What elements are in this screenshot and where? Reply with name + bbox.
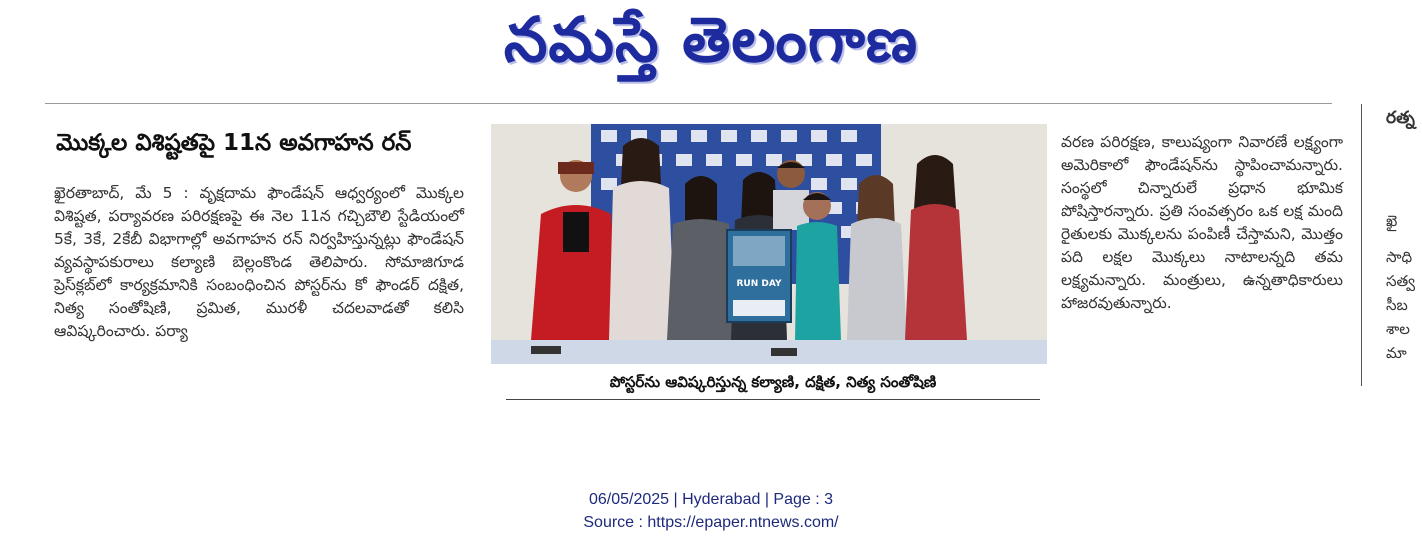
masthead [0,0,1422,80]
adjacent-article-fragment [1386,100,1422,390]
body-right-text: వరణ పరిరక్షణ, కాలుష్యంగా నివారణే లక్ష్యంగా అమెరికాలో ఫౌండేషన్‌ను స్థాపించామన్నారు. సంస్థలో చిన్నారులే ప్రధాన భూమిక పోషిస్తారన్నారు. ప్రతి సంవత్సరం ఒక లక్ష మంది రైతులకు మొక్కలను పంపిణీ చేస్తామని, మొత్తం పది లక్షల మొక్కలు నాటాలన్నది తమ లక్ష్యమన్నారు. మంత్రులు, ఉన్నతాధికారులు హాజరవుతున్నారు. [1061,133,1343,312]
source-link[interactable]: Source : https://epaper.ntnews.com/ [583,514,839,531]
adjacent-text-fragment: ఖై [1386,212,1398,230]
column-divider [1361,104,1362,386]
newspaper-logo: నమస్తే తెలంగాణ [503,3,919,76]
adjacent-headline-fragment: రత్న [1386,108,1415,128]
photo-caption: పోస్టర్‌ను ఆవిష్కరిస్తున్న కల్యాణి, దక్షిత, నిత్య సంతోషిణి [506,365,1040,400]
adjacent-text-fragment: మా [1386,344,1407,362]
adjacent-text-fragment: సత్వ [1386,272,1415,290]
adjacent-text-fragment: శాల [1386,320,1410,338]
adjacent-text-fragment: సీబ [1386,296,1408,314]
article-body-left [54,182,464,343]
poster-title: RUN DAY [736,279,782,289]
adjacent-text-fragment: సాధి [1386,248,1413,266]
article-photo [491,124,1047,364]
edition-info: 06/05/2025 | Hyderabad | Page : 3 [588,491,834,508]
photo-illustration [491,124,1047,364]
article-headline: మొక్కల విశిష్టతపై 11న అవగాహన రన్ [56,130,412,156]
header-divider [45,103,1332,104]
article-body-right [1061,131,1343,315]
body-left-text: ఖైరతాబాద్, మే 5 : వృక్షదామ ఫౌండేషన్ ఆధ్వర్యంలో మొక్కల విశిష్టత, పర్యావరణ పరిరక్షణపై ఈ నెల 11న గచ్చిబౌలి స్టేడియంలో 5కే, 3కే, 2కేబీ విభాగాల్లో అవగాహన రన్ నిర్వహిస్తున్నట్లు ఫౌండేషన్ వ్యవస్థాపకురాలు కల్యాణి బెల్లంకొండ తెలిపారు. సోమాజిగూడ ప్రెస్‌క్లబ్‌లో కార్యక్రమానికి సంబంధించిన పోస్టర్‌ను కో ఫౌండర్ దక్షిత, నిత్య సంతోషిణి, ప్రమిత, మురళీ చదలవాడతో కలిసి ఆవిష్కరించారు. పర్యా [54,184,464,340]
